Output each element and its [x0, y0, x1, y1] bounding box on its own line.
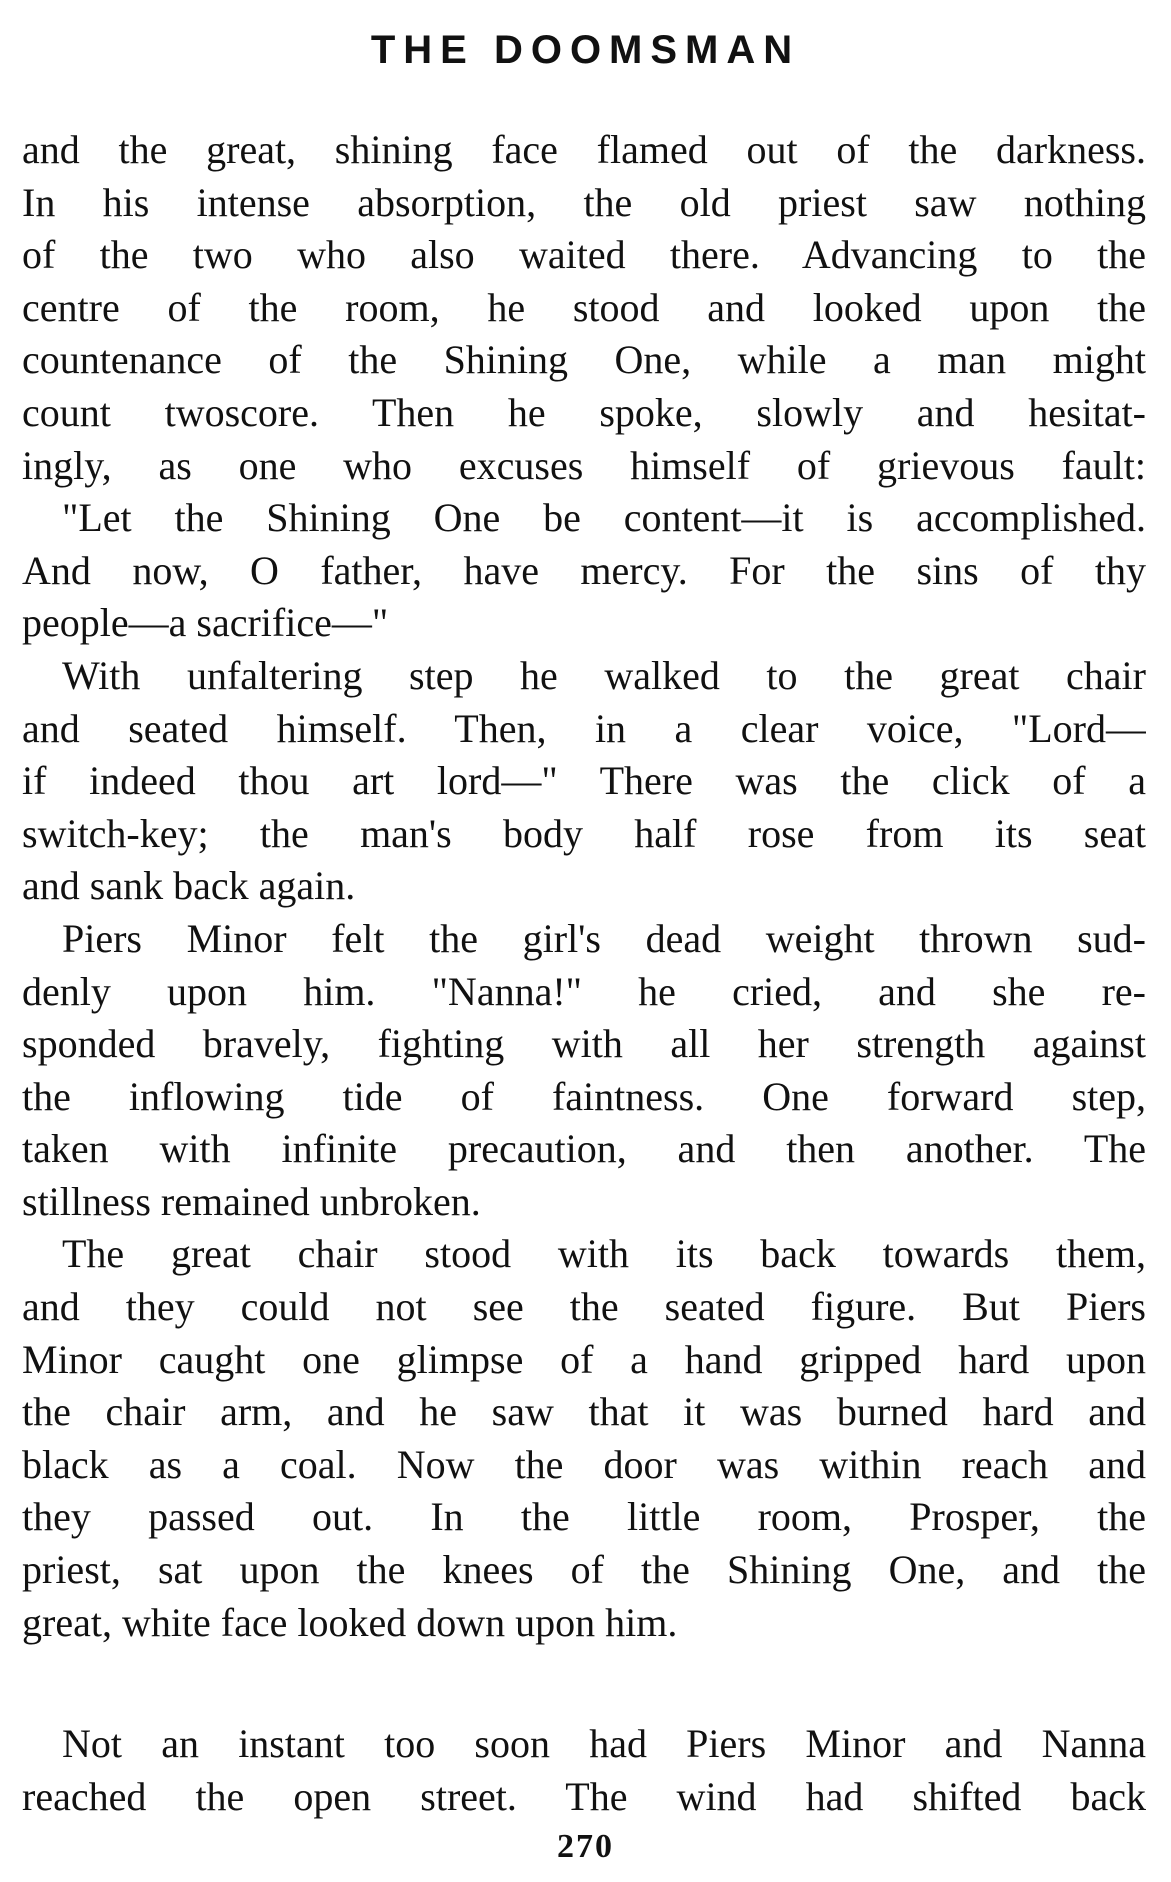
text-line: people—a sacrifice—": [22, 600, 389, 646]
text-line: and seated himself. Then, in a clear voice, "Lord—: [22, 705, 1146, 751]
text-line: they passed out. In the little room, Prosper, the: [22, 1494, 1146, 1540]
text-line: and sank back again.: [22, 863, 356, 909]
text-line: countenance of the Shining One, while a man might: [22, 337, 1146, 383]
text-line: taken with infinite precaution, and then another. The: [22, 1126, 1146, 1172]
text-line: of the two who also waited there. Advancing to the: [22, 232, 1146, 278]
text-line: Not an instant too soon had Piers Minor and Nanna: [62, 1721, 1146, 1766]
text-line: black as a coal. Now the door was within reach and: [22, 1441, 1146, 1487]
text-line: and they could not see the seated figure. But Piers: [22, 1284, 1146, 1330]
text-line: ingly, as one who excuses himself of grievous fault:: [22, 442, 1146, 488]
text-line: In his intense absorption, the old priest saw nothing: [22, 179, 1146, 225]
text-line: centre of the room, he stood and looked upon the: [22, 284, 1146, 330]
text-line: reached the open street. The wind had shifted back: [22, 1773, 1146, 1819]
text-line: if indeed thou art lord—" There was the click of a: [22, 758, 1146, 804]
text-line: With unfaltering step he walked to the great chair: [62, 652, 1146, 698]
text-line: stillness remained unbroken.: [22, 1178, 481, 1224]
text-line: great, white face looked down upon him.: [22, 1599, 678, 1645]
text-line: priest, sat upon the knees of the Shining One, and the: [22, 1547, 1146, 1593]
text-line: switch-key; the man's body half rose from its seat: [22, 810, 1146, 856]
text-line: denly upon him. "Nanna!" he cried, and she re-: [22, 968, 1146, 1014]
body-text-block: [22, 1718, 1146, 1823]
page-number: 270: [557, 1828, 614, 1865]
text-line: "Let the Shining One be content—it is accomplished.: [62, 495, 1146, 541]
running-head-title: THE DOOMSMAN: [370, 28, 801, 72]
text-line: And now, O father, have mercy. For the sins of thy: [22, 547, 1146, 593]
text-line: sponded bravely, fighting with all her strength against: [22, 1021, 1146, 1067]
text-line: count twoscore. Then he spoke, slowly and hesitat-: [22, 389, 1146, 435]
text-line: and the great, shining face flamed out of the darkness.: [22, 127, 1146, 172]
text-line: Piers Minor felt the girl's dead weight thrown sud-: [62, 915, 1146, 961]
text-line: Minor caught one glimpse of a hand gripped hard upon: [22, 1336, 1146, 1382]
text-line: the chair arm, and he saw that it was burned hard and: [22, 1389, 1146, 1435]
body-text-block: [22, 124, 1146, 1649]
text-line: The great chair stood with its back towards them,: [62, 1231, 1146, 1277]
text-line: the inflowing tide of faintness. One forward step,: [22, 1073, 1146, 1119]
